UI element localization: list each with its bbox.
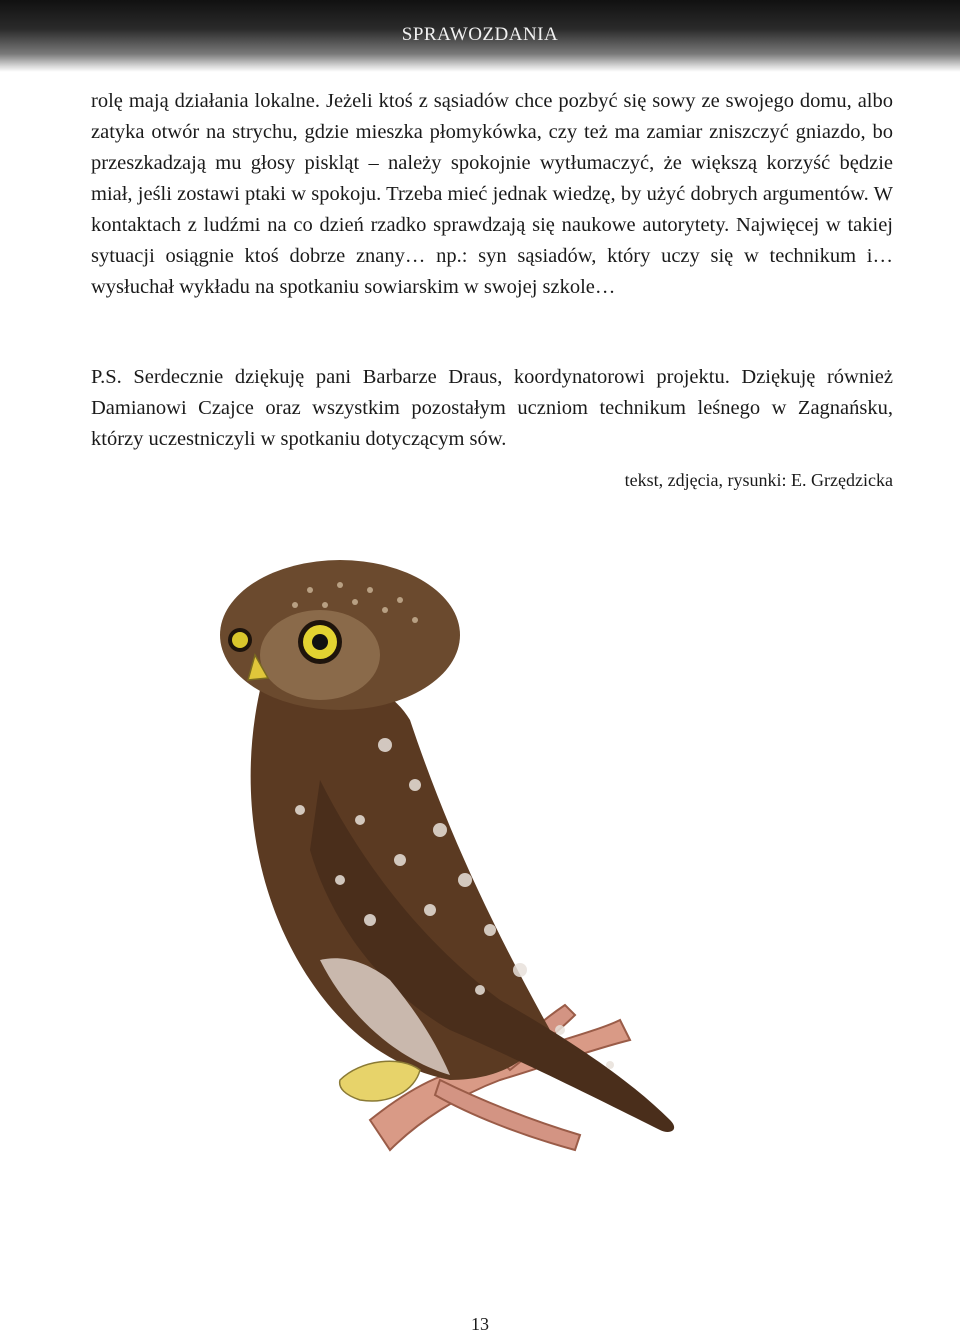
body-paragraph-1: rolę mają działania lokalne. Jeżeli ktoś z sąsiadów chce pozbyć się sowy ze swojego domu, albo zatyka otwór na strychu, gdzie mieszka płomykówka, czy też ma zamiar zniszczyć gniazdo, bo przeszkadzają mu głosy piskląt – należy spokojnie wytłumaczyć, że większą korzyść będzie miał, jeśli zostawi ptaki w spokoju. Trzeba mieć jednak wiedzę, by użyć dobrych argumentów. W kontaktach z ludźmi na co dzień rzadko sprawdzają się naukowe autorytety. Najwięcej w takiej sytuacji osiągnie ktoś dobrze znany… np.: syn sąsiadów, który uczy się w technikum i… wysłuchał wykładu na spotkaniu sowiarskim w swojej szkole… <box>91 90 893 298</box>
body-paragraph-2: P.S. Serdecznie dziękuję pani Barbarze Draus, koordynatorowi projektu. Dziękuję również Damianowi Czajce oraz wszystkim pozostałym uczniom technikum leśnego w Zagnańsku, którzy uczestniczyli w spotkaniu dotyczącym sów. <box>91 366 893 450</box>
owl-drawing <box>200 560 800 1200</box>
page-number: 13 <box>471 1314 489 1334</box>
owl-body <box>251 673 675 1132</box>
owl-head <box>220 560 460 710</box>
section-title: SPRAWOZDANIA <box>401 24 559 45</box>
author-credit: tekst, zdjęcia, rysunki: E. Grzędzicka <box>624 470 893 490</box>
owl-illustration <box>200 560 800 1200</box>
page-header <box>0 0 960 72</box>
